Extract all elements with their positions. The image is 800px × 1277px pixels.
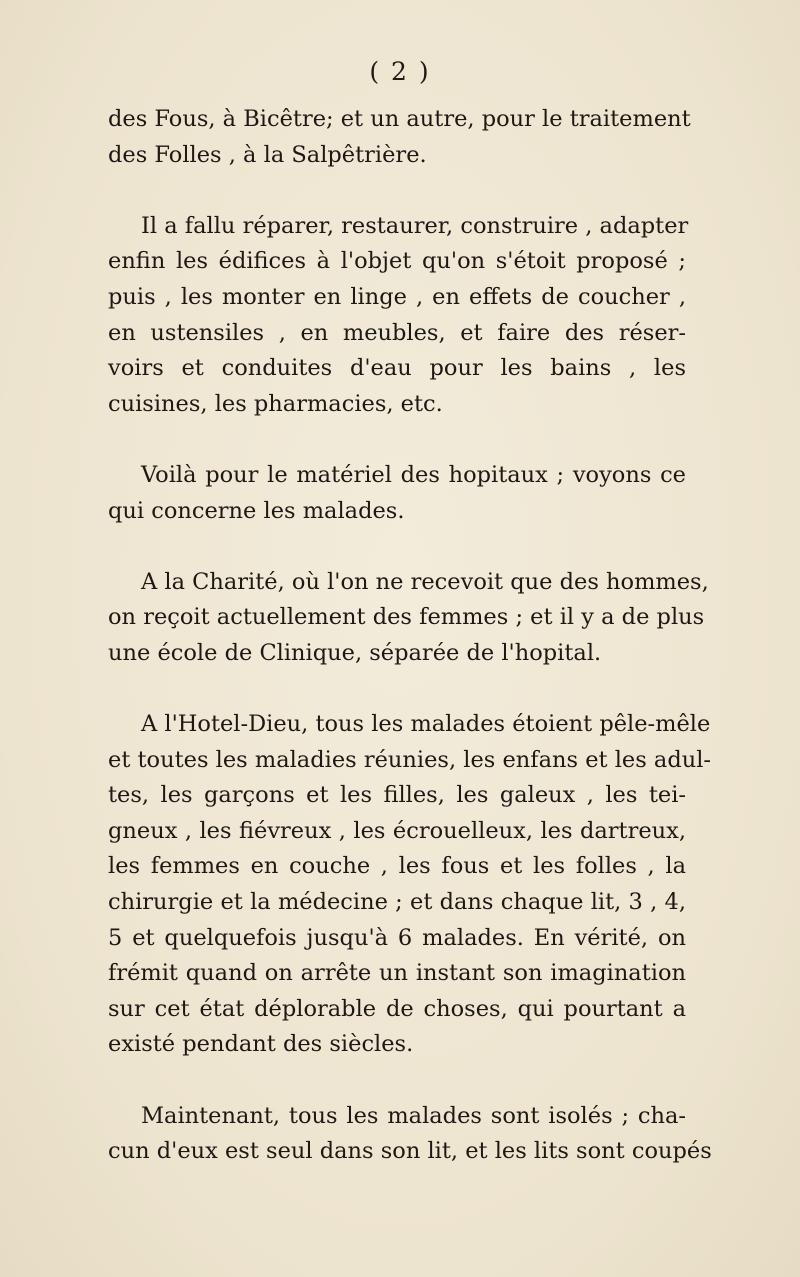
text-line: frémit quand on arrête un instant son imagination: [108, 960, 686, 987]
text-line: on reçoit actuellement des femmes ; et il y a de plus: [108, 604, 705, 631]
paragraph-5: [108, 707, 712, 1063]
paragraph-3: [108, 458, 686, 529]
text-line: A la Charité, où l'on ne recevoit que des hommes,: [141, 568, 709, 595]
text-line: les femmes en couche , les fous et les folles , la: [108, 853, 686, 880]
text-line: Voilà pour le matériel des hopitaux ; voyons ce: [141, 461, 686, 488]
text-line: gneux , les fiévreux , les écrouelleux, les dartreux,: [108, 817, 686, 844]
text-line: qui concerne les malades.: [108, 497, 405, 524]
paragraph-6: [108, 1099, 712, 1170]
text-line: sur cet état déplorable de choses, qui pourtant a: [108, 995, 686, 1022]
text-line: enfin les édifices à l'objet qu'on s'étoit proposé ;: [108, 248, 686, 275]
text-line: des Fous, à Bicêtre; et un autre, pour le traitement: [108, 106, 691, 132]
text-line: 5 et quelquefois jusqu'à 6 malades. En vérité, on: [108, 924, 686, 951]
text-line: puis , les monter en linge , en effets de coucher ,: [108, 283, 686, 310]
text-line: et toutes les maladies réunies, les enfans et les adul-: [108, 746, 712, 773]
text-line: Il a fallu réparer, restaurer, construire , adapter: [141, 212, 689, 239]
text-line: cuisines, les pharmacies, etc.: [108, 390, 443, 417]
paragraph-1: [108, 102, 691, 173]
text-line: une école de Clinique, séparée de l'hopital.: [108, 639, 602, 666]
text-line: cun d'eux est seul dans son lit, et les lits sont coupés: [108, 1138, 712, 1165]
text-line: en ustensiles , en meubles, et faire des réser-: [108, 319, 686, 346]
text-line: tes, les garçons et les filles, les galeux , les tei-: [108, 782, 686, 809]
paragraph-2: [108, 209, 689, 423]
text-line: voirs et conduites d'eau pour les bains , les: [108, 355, 686, 382]
text-line: des Folles , à la Salpêtrière.: [108, 141, 427, 168]
body-text: [108, 102, 712, 1205]
text-line: A l'Hotel-Dieu, tous les malades étoient pêle-mêle: [141, 711, 711, 738]
page-number: ( 2 ): [369, 57, 431, 86]
text-line: existé pendant des siècles.: [108, 1031, 414, 1058]
paragraph-4: [108, 565, 709, 672]
text-line: chirurgie et la médecine ; et dans chaque lit, 3 , 4,: [108, 889, 686, 916]
text-line: Maintenant, tous les malades sont isolés ; cha-: [141, 1102, 686, 1129]
